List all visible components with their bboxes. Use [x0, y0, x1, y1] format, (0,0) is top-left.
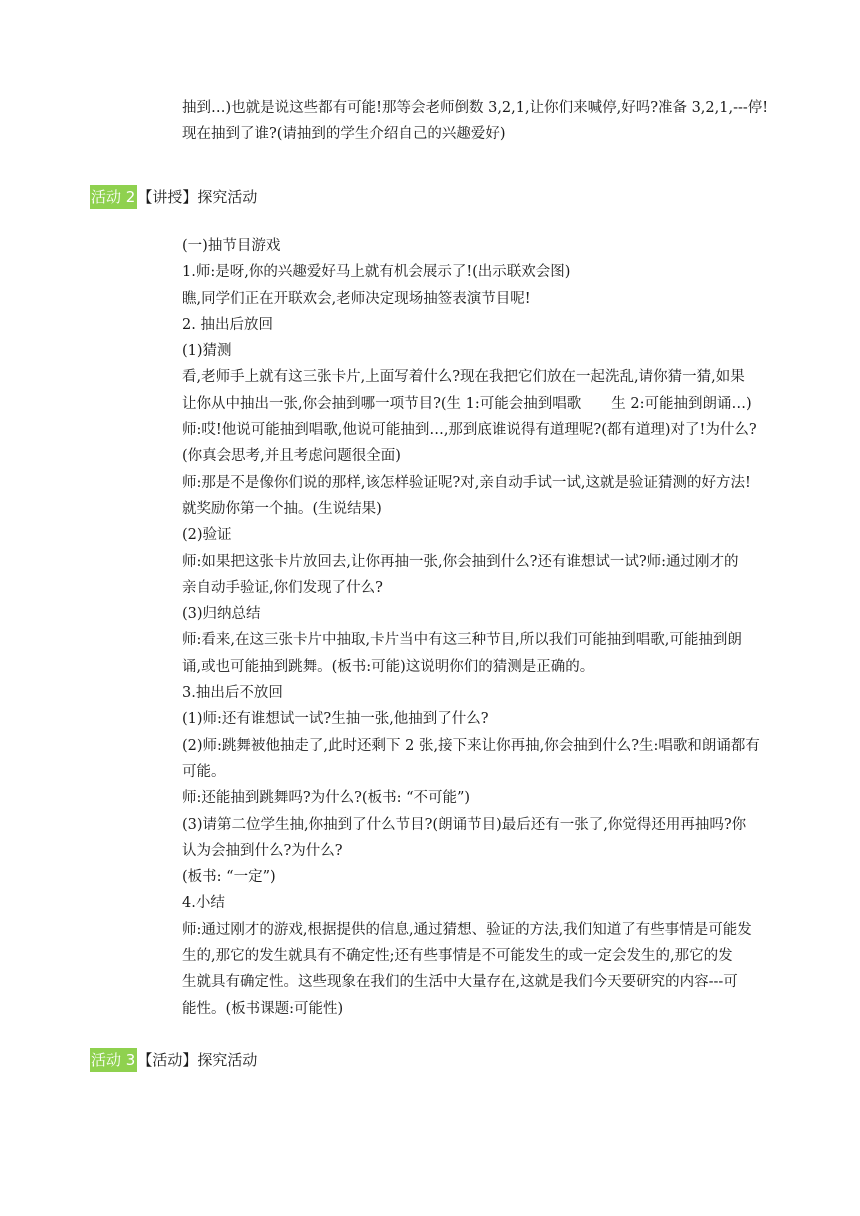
text-line: 现在抽到了谁?(请抽到的学生介绍自己的兴趣爱好) [182, 126, 506, 143]
text-line: (3)请第二位学生抽,你抽到了什么节目?(朗诵节目)最后还有一张了,你觉得还用再抽吗?你 [182, 816, 747, 833]
text-line: (1)猜测 [182, 343, 232, 360]
text-line: 生的,那它的发生就具有不确定性;还有些事情是不可能发生的或一定会发生的,那它的发 [182, 948, 733, 965]
text-line: (你真会思考,并且考虑问题很全面) [182, 448, 401, 465]
text-line: (2)师:跳舞被他抽走了,此时还剩下 2 张,接下来让你再抽,你会抽到什么?生:唱歌和朗诵都有 [182, 737, 760, 754]
text-line: 认为会抽到什么?为什么? [182, 842, 343, 859]
text-line: 亲自动手验证,你们发现了什么? [182, 579, 383, 596]
text-line-split [182, 391, 782, 417]
text-line: 师:那是不是像你们说的那样,该怎样验证呢?对,亲自动手试一试,这就是验证猜测的好方法! [182, 474, 751, 491]
activity-2-body [182, 233, 782, 1022]
text-segment: 让你从中抽出一张,你会抽到哪一项节目?(生 1:可能会抽到唱歌 [182, 395, 582, 412]
text-line: 师:如果把这张卡片放回去,让你再抽一张,你会抽到什么?还有谁想试一试?师:通过刚才的 [182, 553, 739, 570]
text-line: (1)师:还有谁想试一试?生抽一张,他抽到了什么? [182, 711, 489, 728]
text-segment: 生 2:可能抽到朗诵…) [611, 395, 752, 412]
text-line: 2. 抽出后放回 [182, 316, 273, 333]
text-line: 看,老师手上就有这三张卡片,上面写着什么?现在我把它们放在一起洗乱,请你猜一猜,如果 [182, 369, 745, 386]
text-line: 能性。(板书课题:可能性) [182, 1000, 344, 1017]
intro-paragraph [182, 95, 782, 148]
activity-2-header [90, 185, 257, 209]
text-line: 1.师:是呀,你的兴趣爱好马上就有机会展示了!(出示联欢会图) [182, 264, 571, 281]
text-line: 4.小结 [182, 895, 225, 912]
text-line: 生就具有确定性。这些现象在我们的生活中大量存在,这就是我们今天要研究的内容---可 [182, 974, 738, 991]
text-line: (2)验证 [182, 527, 232, 544]
text-line: 师:还能抽到跳舞吗?为什么?(板书: “不可能”) [182, 790, 471, 807]
text-line: 就奖励你第一个抽。(生说结果) [182, 500, 382, 517]
text-line: 3.抽出后不放回 [182, 685, 283, 702]
text-line: 师:哎!他说可能抽到唱歌,他说可能抽到…,那到底谁说得有道理呢?(都有道理)对了!为什么? [182, 422, 757, 439]
activity-title: 【讲授】探究活动 [137, 188, 258, 206]
text-line: 可能。 [182, 763, 226, 780]
activity-badge: 活动 3 [90, 1048, 137, 1072]
activity-title: 【活动】探究活动 [137, 1051, 258, 1069]
text-line: 师:看来,在这三张卡片中抽取,卡片当中有这三种节目,所以我们可能抽到唱歌,可能抽到朗 [182, 632, 742, 649]
text-line: 师:通过刚才的游戏,根据提供的信息,通过猜想、验证的方法,我们知道了有些事情是可能发 [182, 921, 752, 938]
text-line: 瞧,同学们正在开联欢会,老师决定现场抽签表演节目呢! [182, 290, 531, 307]
text-line: (3)归纳总结 [182, 606, 261, 623]
text-line: (一)抽节目游戏 [182, 238, 281, 254]
activity-badge: 活动 2 [90, 185, 137, 209]
text-line: 诵,或也可能抽到跳舞。(板书:可能)这说明你们的猜测是正确的。 [182, 658, 595, 675]
text-line: 抽到…)也就是说这些都有可能!那等会老师倒数 3,2,1,让你们来喊停,好吗?准备 3,2,1,---停! [182, 100, 769, 116]
text-line: (板书: “一定”) [182, 869, 276, 886]
activity-3-header [90, 1048, 257, 1072]
